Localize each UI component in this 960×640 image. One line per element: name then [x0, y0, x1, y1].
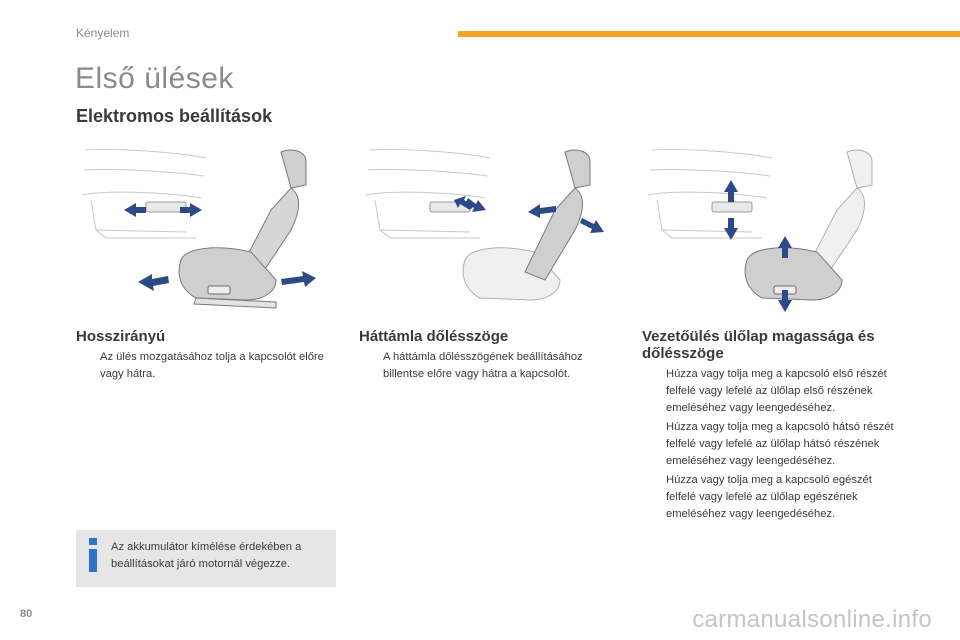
seat-longitudinal-illustration: [76, 140, 336, 320]
heading-longitudinal: Hosszirányú: [76, 328, 166, 345]
seat-backrest-illustration: [360, 140, 620, 320]
heading-backrest: Háttámla dőlésszöge: [359, 328, 509, 345]
section-label: Kényelem: [76, 26, 130, 40]
list-item: Húzza vagy tolja meg a kapcsoló első részét felfelé vagy lefelé az ülőlap első részének emeléséhez vagy leengedéséhez.: [666, 368, 887, 414]
list-item: Húzza vagy tolja meg a kapcsoló egészét felfelé vagy lefelé az ülőlap egészének emeléséhez vagy leengedéséhez.: [666, 474, 872, 520]
info-text: Az akkumulátor kímélése érdekében a beállításokat járó motornál végezze.: [111, 541, 302, 570]
info-box: [76, 530, 336, 587]
accent-bar: [458, 31, 960, 37]
bullets-longitudinal: [76, 349, 336, 385]
list-item: Húzza vagy tolja meg a kapcsoló hátsó részét felfelé vagy lefelé az ülőlap hátsó részének emeléséhez vagy leengedéséhez.: [666, 421, 894, 467]
info-icon: [86, 538, 100, 572]
seat-height-illustration: [642, 140, 902, 320]
heading-height: Vezetőülés ülőlap magassága és dőlésszöge: [642, 328, 875, 362]
list-item: A háttámla dőlésszögének beállításához billentse előre vagy hátra a kapcsolót.: [383, 351, 583, 380]
page-number: 80: [20, 608, 33, 620]
section-subtitle: Elektromos beállítások: [76, 106, 273, 126]
bullets-backrest: [359, 349, 619, 385]
watermark: carmanualsonline.info: [692, 606, 932, 633]
page-title: Első ülések: [75, 62, 234, 95]
bullets-height: [642, 366, 902, 525]
list-item: Az ülés mozgatásához tolja a kapcsolót előre vagy hátra.: [100, 351, 324, 380]
